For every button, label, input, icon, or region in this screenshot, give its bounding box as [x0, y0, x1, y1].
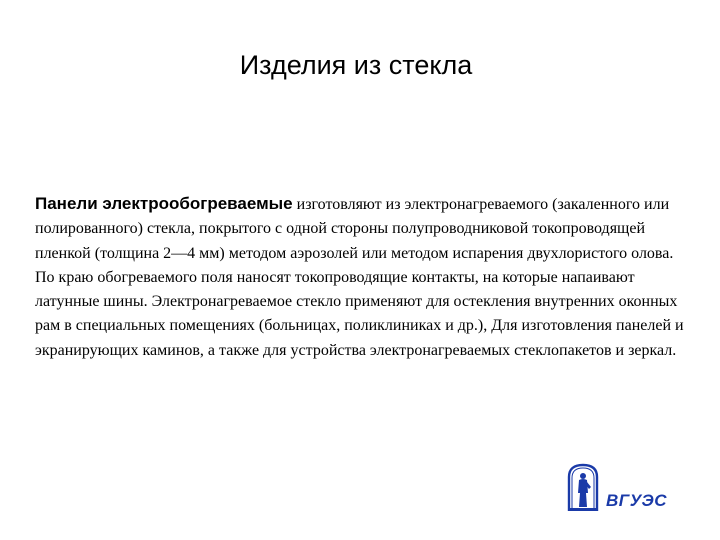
- body-paragraph: изготовляют из электронагреваемого (закаленного или полированного) стекла, покрытого с одной стороны полупроводниковой токопроводящей пленкой (толщина 2—4 мм) методом аэрозолей или методом испарения двухлористого олова. По краю обогреваемого поля наносят токопроводящие контакты, на которые напаивают латунные шины. Электронагреваемое стекло применяют для остекления внутренних оконных рам в специальных помещениях (больницах, поликлиниках и др.), Для изготовления панелей и экранирующих каминов, а также для устройства электронагреваемых стеклопакетов и зеркал.: [35, 196, 684, 359]
- logo: [566, 463, 676, 513]
- lead-term: Панели электрообогреваемые: [35, 194, 293, 213]
- slide-body-text: [35, 192, 685, 363]
- logo-text: ВГУЭС: [606, 491, 667, 510]
- university-emblem-icon: [566, 463, 600, 513]
- slide-title: Изделия из стекла: [239, 50, 473, 80]
